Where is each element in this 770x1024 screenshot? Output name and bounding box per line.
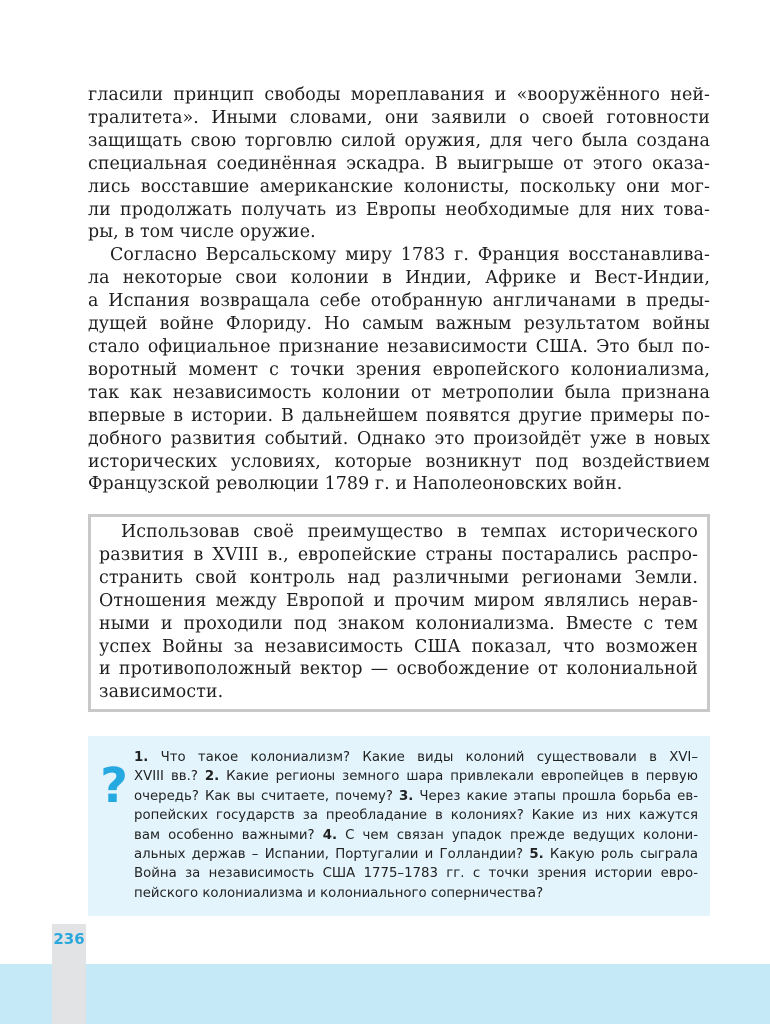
text-line: так как независимость колонии от метрополии была признана — [88, 382, 710, 403]
summary-box — [88, 514, 710, 712]
text-line: дущей войне Флориду. Но самым важным результатом войны — [88, 314, 710, 335]
question-text: Через какие этапы прошла борьба ев- — [413, 788, 698, 804]
question-text: XVIII вв.? — [134, 769, 205, 785]
text-line: ли продолжать получать из Европы необходимые для них това- — [88, 199, 710, 220]
summary-line: Использовав своё преимущество в темпах исторического — [121, 522, 698, 542]
text-line: гласили принцип свободы мореплавания и «вооружённого ней- — [88, 85, 710, 105]
text-line: Французской революции 1789 г. и Наполеоновских войн. — [88, 474, 623, 495]
text-line: впервые в истории. В дальнейшем появятся другие примеры по- — [88, 405, 710, 426]
text-line: Согласно Версальскому миру 1783 г. Франция восстанавлива- — [110, 245, 710, 266]
question-number: 5. — [529, 847, 544, 863]
question-text: альных держав – Испании, Португалии и Голландии? — [134, 847, 530, 863]
text-line: а Испания возвращала себе отобранную англичанами в преды- — [88, 291, 710, 312]
text-line: воротный момент с точки зрения европейского колониализма, — [88, 359, 710, 380]
questions-text — [134, 748, 698, 903]
question-number: 3. — [399, 788, 414, 804]
question-text: Война за независимость США 1775–1783 гг. с точки зрения истории евро- — [134, 866, 698, 882]
text-line: стало официальное признание независимости США. Это был по- — [88, 336, 710, 357]
question-line — [134, 826, 698, 845]
question-line — [134, 864, 698, 883]
text-line: ла некоторые свои колонии в Индии, Африке и Вест-Индии, — [88, 268, 710, 289]
question-text: Что такое колониализм? Какие виды колоний существовали в XVI– — [148, 750, 698, 765]
question-number: 2. — [204, 769, 220, 785]
summary-line: ными и проходили под знаком колониализма. Вместе с тем — [99, 613, 698, 634]
question-number: 1. — [134, 750, 149, 765]
question-text: очередь? Как вы считаете, почему? — [134, 788, 400, 804]
question-text: Какую роль сыграла — [543, 847, 698, 863]
summary-line: Отношения между Европой и прочим миром являлись нерав- — [99, 590, 698, 611]
question-line — [134, 787, 698, 806]
question-text: пейского колониализма и колониального соперничества? — [134, 885, 544, 901]
bottom-band — [0, 964, 770, 1024]
question-text: Какие регионы земного шара привлекали европейцев в первую — [219, 769, 698, 785]
summary-line: зависимости. — [99, 682, 224, 703]
summary-line: успех Войны за независимость США показал, что возможен — [99, 636, 698, 657]
question-line — [134, 806, 698, 825]
question-text: ропейских государств за преобладание в колониях? Какие из них кажутся — [134, 808, 698, 824]
questions-box — [88, 736, 710, 916]
summary-line: и противоположный вектор — освобождение от колониальной — [99, 659, 698, 680]
question-number: 4. — [322, 827, 338, 843]
text-line: специальная соединённая эскадра. В выигрыше от этого оказа- — [88, 153, 710, 174]
summary-line: развития в XVIII в., европейские страны постарались распро- — [99, 544, 698, 565]
text-line: лись восставшие американские колонисты, поскольку они мог- — [88, 176, 710, 197]
question-line — [134, 767, 698, 786]
text-line: защищать свою торговлю силой оружия, для чего была создана — [88, 130, 710, 151]
text-line: добного развития событий. Однако это произойдёт уже в новых — [88, 428, 710, 449]
body-text — [88, 84, 710, 496]
question-line — [134, 845, 698, 864]
text-line: исторических условиях, которые возникнут под воздействием — [88, 451, 710, 472]
question-text: вам особенно важными? — [134, 827, 323, 843]
question-text: С чем связан упадок прежде ведущих колони- — [337, 827, 698, 843]
question-mark-icon: ? — [100, 758, 128, 814]
text-line: ры, в том числе оружие. — [88, 222, 316, 243]
page-number: 236 — [53, 930, 85, 948]
text-line: тралитета». Иными словами, они заявили о своей готовности — [88, 107, 710, 128]
question-line — [134, 748, 698, 767]
question-line — [134, 884, 698, 903]
summary-line: странить свой контроль над различными регионами Земли. — [99, 567, 698, 588]
summary-text — [99, 521, 698, 704]
